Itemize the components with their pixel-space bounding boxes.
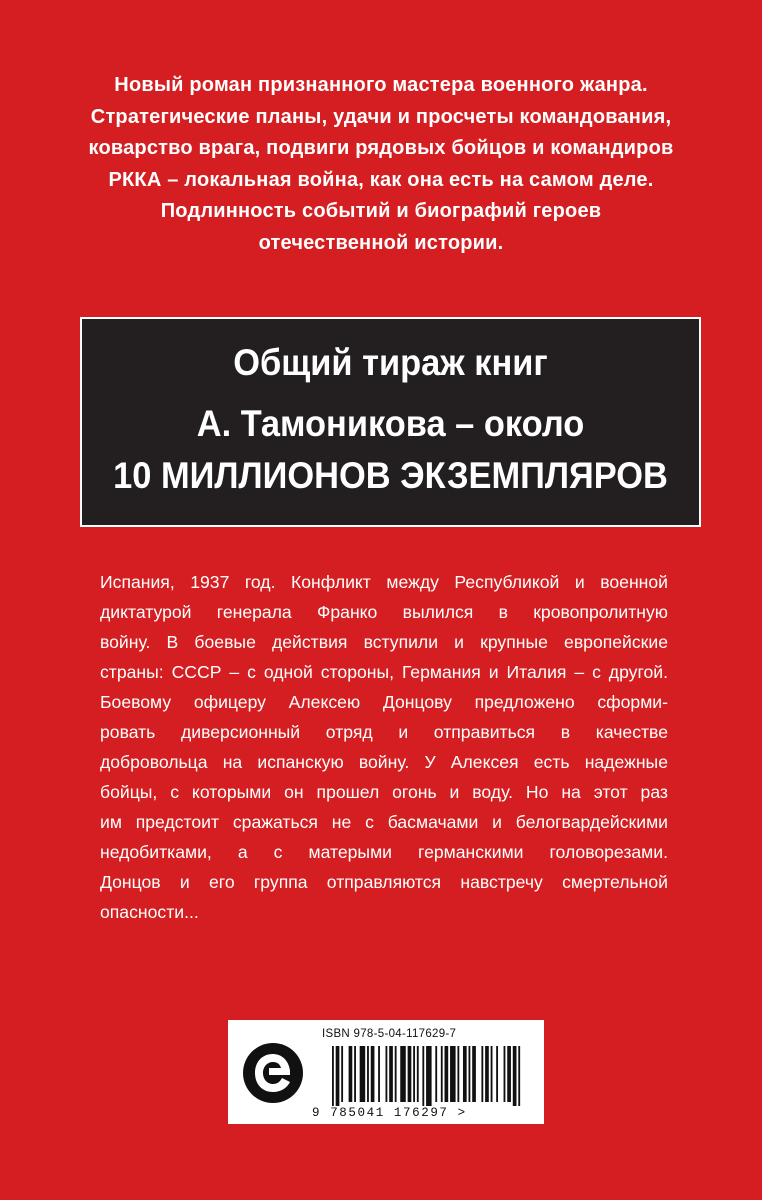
synopsis-line: диктатурой генерала Франко вылился в кровопролитную [100,602,668,622]
synopsis-line: добровольца на испанскую войну. У Алексея есть надежные [100,752,668,772]
publisher-logo-icon [242,1042,304,1104]
isbn-text: ISBN 978-5-04-117629-7 [322,1028,457,1040]
circulation-banner [80,317,701,527]
synopsis-line: Испания, 1937 год. Конфликт между Республикой и военной [100,572,668,592]
synopsis-line: бойцы, с которыми он прошел огонь и воду. Но на этот раз [100,782,668,802]
blurb [60,70,702,259]
synopsis-line: недобитками, а с матерыми германскими головорезами. [100,842,668,862]
blurb-line: Стратегические планы, удачи и просчеты командования, [90,105,672,128]
blurb-line: отечественной истории. [258,231,504,254]
blurb-line: Новый роман признанного мастера военного жанра. [114,74,648,96]
barcode [332,1046,522,1106]
barcode-digits: 9 785041 176297 > [312,1106,467,1120]
synopsis-line: Боевому офицеру Алексею Донцову предложено сформи- [100,692,668,712]
blurb-line: коварство врага, подвиги рядовых бойцов и командиров [88,137,674,159]
synopsis [100,567,668,927]
banner-line-3: 10 МИЛЛИОНОВ ЭКЗЕМПЛЯРОВ [113,455,668,496]
banner-line-2: А. Тамоникова – около [196,403,585,444]
banner-line-1: Общий тираж книг [233,342,548,383]
synopsis-line: ровать диверсионный отряд и отправиться в качестве [100,722,668,742]
synopsis-line: страны: СССР – с одной стороны, Германия и Италия – с другой. [100,662,668,682]
synopsis-line: им предстоит сражаться не с басмачами и белогвардейскими [100,812,668,832]
synopsis-line: Донцов и его группа отправляются навстречу смертельной [100,872,668,892]
blurb-line: РККА – локальная война, как она есть на самом деле. [108,168,654,191]
blurb-line: Подлинность событий и биографий героев [160,200,602,222]
barcode-panel [228,1020,544,1124]
synopsis-line: опасности... [100,902,199,922]
synopsis-line: войну. В боевые действия вступили и крупные европейские [100,632,668,652]
